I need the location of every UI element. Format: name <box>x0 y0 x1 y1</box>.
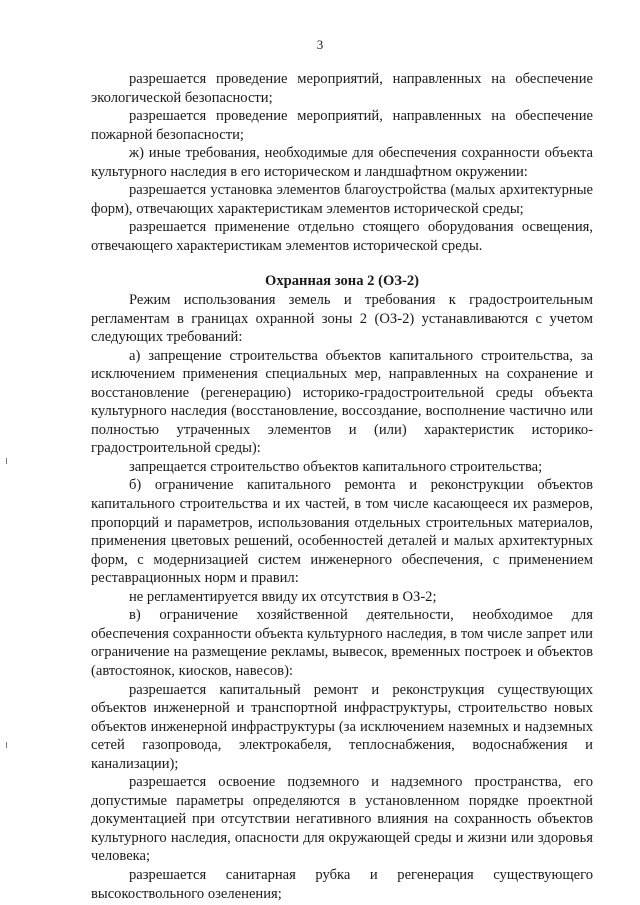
paragraph: не регламентируется ввиду их отсутствия в ОЗ-2; <box>129 588 437 605</box>
paragraph: разрешается проведение мероприятий, направленных на обеспечение экологической безопасности; <box>91 71 593 106</box>
paragraph: разрешается освоение подземного и надземного пространства, его допустимые параметры определяются в установленном порядке проектной документацией при отсутствии негативного влияния на сохранность объектов культурного наследия, опасности для окружающей среды и жизни или здоровья человека; <box>91 774 593 865</box>
paragraph: б) ограничение капитального ремонта и реконструкции объектов капитального строительства и их частей, в том числе касающееся их размеров, пропорций и параметров, использования отдельных строительных материалов, применения цветовых решений, особенностей деталей и малых архитектурных форм, с модернизацией систем инженерного обеспечения, с применением реставрационных норм и правил: <box>91 477 593 587</box>
paragraph: ж) иные требования, необходимые для обеспечения сохранности объекта культурного наследия в его историческом и ландшафтном окружении: <box>91 145 593 180</box>
scan-margin-mark <box>6 458 7 464</box>
paragraph: разрешается применение отдельно стоящего оборудования освещения, отвечающего характеристикам элементов исторической среды. <box>91 219 593 254</box>
scan-margin-mark <box>6 742 7 748</box>
document-body <box>91 70 593 903</box>
paragraph: запрещается строительство объектов капитального строительства; <box>129 458 543 475</box>
page-number: 3 <box>316 37 324 52</box>
paragraph: разрешается проведение мероприятий, направленных на обеспечение пожарной безопасности; <box>91 108 593 143</box>
section-heading: Охранная зона 2 (ОЗ-2) <box>264 273 420 290</box>
paragraph: а) запрещение строительства объектов капитального строительства, за исключением применения специальных мер, направленных на сохранение и восстановление (регенерацию) историко-градостроительной среды объекта культурного наследия (восстановление, воссоздание, восполнение частично или полностью утраченных элементов и (или) характеристик историко-градостроительной среды): <box>91 347 593 457</box>
paragraph: разрешается установка элементов благоустройства (малых архитектурные форм), отвечающих характеристикам элементов исторической среды; <box>91 182 593 217</box>
paragraph: разрешается санитарная рубка и регенерация существующего высокоствольного озеленения; <box>91 866 593 902</box>
paragraph: разрешается капитальный ремонт и реконструкция существующих объектов инженерной и транспортной инфраструктуры, строительство новых объектов инженерной инфраструктуры (за исключением наземных и надземных сетей газопровода, электрокабеля, теплоснабжения, водоснабжения и канализации); <box>91 681 593 772</box>
paragraph: в) ограничение хозяйственной деятельности, необходимое для обеспечения сохранности объекта культурного наследия, в том числе запрет или ограничение на размещение рекламы, вывесок, временных построек и объектов (автостоянок, киосков, навесов): <box>91 607 593 679</box>
paragraph: Режим использования земель и требования к градостроительным регламентам в границах охранной зоны 2 (ОЗ-2) устанавливаются с учетом следующих требований: <box>91 292 593 346</box>
